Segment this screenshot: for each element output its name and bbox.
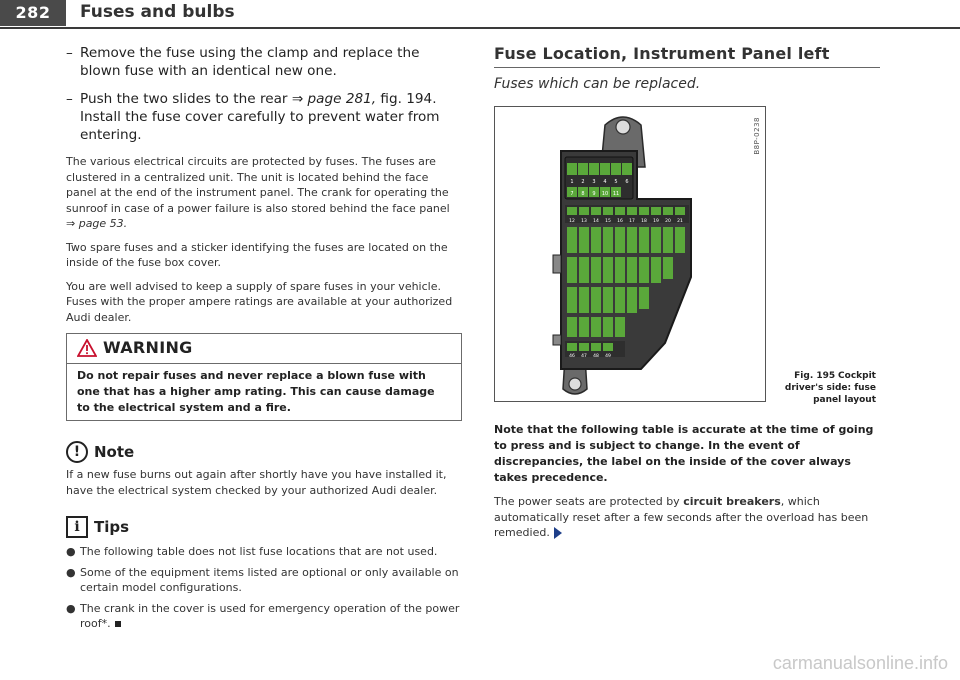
svg-text:8: 8: [581, 191, 585, 197]
figure-code: B8P-0238: [753, 117, 761, 155]
svg-text:17: 17: [629, 219, 635, 224]
figure-caption-label: Fig. 195: [794, 371, 836, 381]
tip-bullet: ●: [66, 565, 76, 579]
note-header: [66, 441, 462, 463]
svg-text:12: 12: [569, 219, 575, 224]
fuse-paragraph-3: You are well advised to keep a supply of spare fuses in your vehicle. Fuses with the proper ampere ratings are available at your authorized Audi dealer.: [66, 279, 453, 324]
svg-text:19: 19: [653, 219, 659, 224]
step-push-slides: [66, 90, 462, 144]
note-title: Note: [94, 443, 135, 461]
para-1-page-ref[interactable]: ⇒ page 53.: [66, 217, 128, 230]
tip-item: [66, 544, 462, 560]
svg-text:16: 16: [617, 219, 623, 224]
figure-195: [494, 106, 880, 405]
warning-header: [67, 334, 461, 363]
tip-3-text: The crank in the cover is used for emergency operation of the power roof*.: [80, 601, 460, 630]
watermark: carmanualsonline.info: [772, 653, 948, 673]
page-number: 282: [0, 0, 66, 26]
svg-text:11: 11: [612, 191, 620, 197]
tip-2-text: Some of the equipment items listed are optional or only available on certain model configurations.: [80, 565, 459, 594]
svg-text:5: 5: [614, 179, 618, 185]
tip-1-text: The following table does not list fuse locations that are not used.: [80, 545, 438, 558]
continue-arrow-icon[interactable]: [554, 527, 562, 539]
cb-text-after: , which automatically reset after a few seconds after the overload has been remedied.: [494, 495, 869, 539]
circuit-breaker-paragraph: [494, 494, 880, 541]
svg-text:10: 10: [601, 191, 609, 197]
tip-item: [66, 601, 462, 632]
warning-triangle-icon: [77, 339, 97, 357]
tips-list: [66, 544, 462, 632]
tip-bullet: ●: [66, 601, 76, 615]
note-text: If a new fuse burns out again after shortly have you have installed it, have the electrical system checked by your authorized Audi dealer.: [66, 468, 447, 497]
svg-text:6: 6: [625, 179, 629, 185]
left-latch: [553, 255, 561, 273]
step-1-text: Remove the fuse using the clamp and replace the blown fuse with an identical new one.: [80, 45, 420, 79]
svg-text:49: 49: [605, 354, 611, 359]
warning-title: WARNING: [103, 338, 193, 357]
figure-caption-text: Cockpit driver's side: fuse panel layout: [784, 371, 876, 405]
figure-frame: [494, 106, 766, 402]
precedence-note: Note that the following table is accurate at the time of going to press and is subject to change. In the event of discrepancies, the label on the inside of the cover always takes precedence.: [494, 423, 874, 484]
fuse-row-2: [567, 187, 621, 197]
svg-text:46: 46: [569, 354, 575, 359]
right-column: [494, 44, 880, 541]
tips-header: [66, 516, 462, 538]
cb-text-bold: circuit breakers: [683, 495, 781, 508]
svg-text:48: 48: [593, 354, 599, 359]
top-mount-hole: [616, 120, 630, 134]
header-rule: [0, 27, 960, 29]
step-2-page-ref[interactable]: ⇒ page 281,: [291, 91, 377, 107]
section-subtitle: Fuses which can be replaced.: [494, 76, 701, 92]
svg-text:47: 47: [581, 354, 587, 359]
step-2-text: Push the two slides to the rear: [80, 91, 288, 107]
figure-caption: [780, 370, 876, 406]
tip-item: [66, 565, 462, 596]
svg-text:7: 7: [570, 191, 574, 197]
fuse-row-3: [565, 205, 689, 224]
svg-text:15: 15: [605, 219, 611, 224]
para-1-text: The various electrical circuits are protected by fuses. The fuses are clustered in a centralized unit. The unit is located behind the face panel at the end of the instrument panel. The crank for operating the sunroof in case of a power failure is also stored behind the face panel: [66, 155, 450, 215]
svg-text:1: 1: [570, 179, 574, 185]
fuse-paragraph-1: [66, 154, 462, 232]
svg-text:14: 14: [593, 219, 599, 224]
fuse-panel-diagram: [495, 107, 767, 403]
fuse-row-bottom: [565, 341, 625, 359]
exclamation-circle-icon: !: [66, 441, 88, 463]
section-title: Fuse Location, Instrument Panel left: [494, 44, 880, 68]
tip-bullet: ●: [66, 545, 76, 558]
svg-text:13: 13: [581, 219, 587, 224]
left-latch-lower: [553, 335, 561, 345]
svg-text:21: 21: [677, 219, 683, 224]
warning-text: Do not repair fuses and never replace a blown fuse with one that has a higher amp rating. This can cause damage to the electrical system and a fire.: [67, 363, 461, 420]
svg-text:9: 9: [592, 191, 596, 197]
bottom-mount-hole: [569, 378, 581, 390]
info-icon: i: [66, 516, 88, 538]
step-remove-fuse: [66, 44, 462, 80]
left-column: [66, 44, 462, 637]
warning-box: [66, 333, 462, 421]
svg-text:3: 3: [592, 179, 596, 185]
fuse-paragraph-2: Two spare fuses and a sticker identifying the fuses are located on the inside of the fuse box cover.: [66, 240, 448, 269]
tips-title: Tips: [94, 518, 130, 536]
svg-text:2: 2: [581, 179, 585, 185]
svg-text:18: 18: [641, 219, 647, 224]
svg-text:4: 4: [603, 179, 607, 185]
dash-2: –: [66, 91, 73, 107]
cb-text-before: The power seats are protected by: [494, 495, 684, 508]
step-2-rest: fig. 194. Install the fuse cover carefully to prevent water from entering.: [80, 91, 440, 143]
chapter-title: Fuses and bulbs: [80, 2, 235, 22]
svg-text:20: 20: [665, 219, 671, 224]
end-of-section-mark: [115, 621, 121, 627]
dash-1: –: [66, 45, 73, 61]
